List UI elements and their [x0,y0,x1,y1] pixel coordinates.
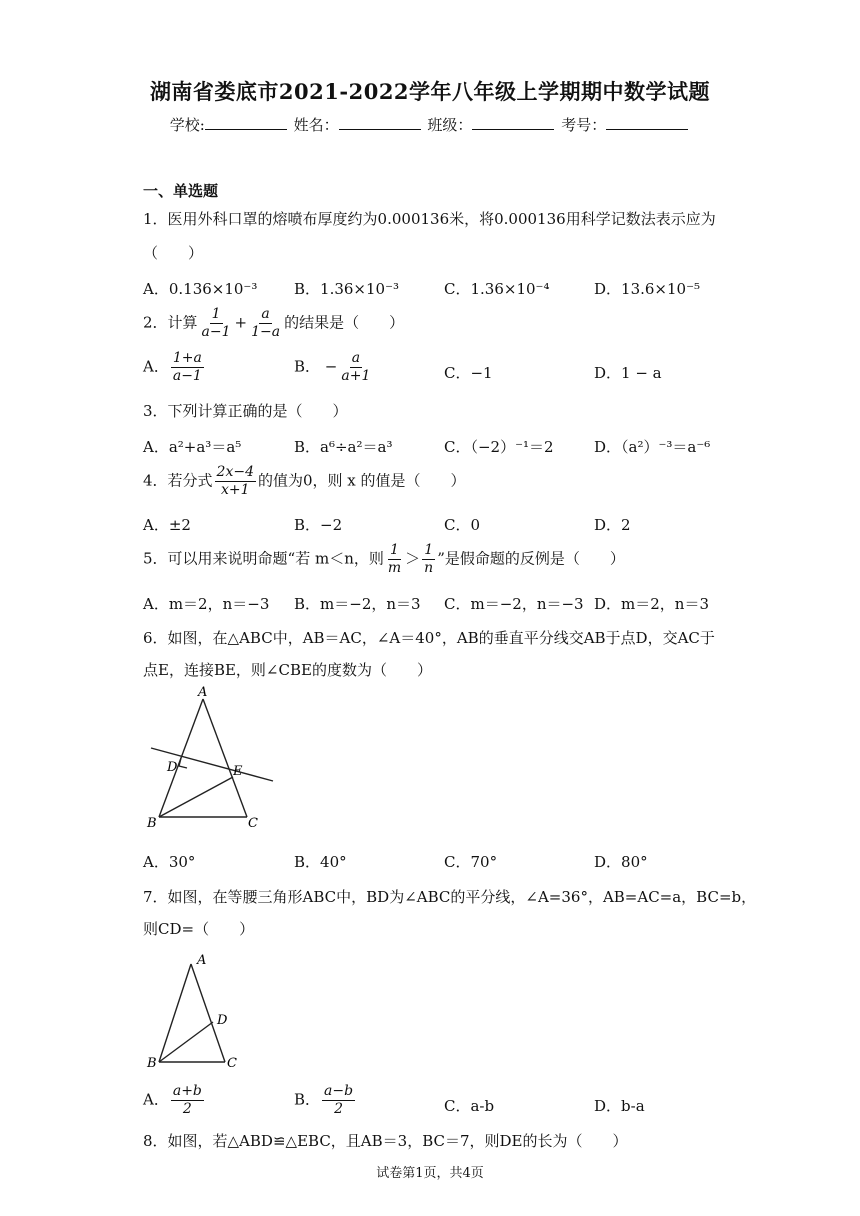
q6-label-e: E [233,764,243,779]
q4-option-d: D．2 [594,516,631,534]
q5-fraction-1: $\frac{1}{m}$ [387,542,402,576]
q1-option-b: B．1.36×10⁻³ [294,280,400,298]
q7-option-d: D．b-a [594,1097,645,1115]
school-label: 学校: [169,116,205,134]
q6-label-b: B [147,816,157,830]
section-heading: 一、单选题 [143,182,219,200]
q1-option-c: C．1.36×10⁻⁴ [444,280,550,298]
q1-stem-line2: （ ） [143,244,204,262]
q4-option-b: B．−2 [294,516,343,534]
q2-pre: 2．计算 [143,313,198,332]
class-blank [472,115,554,130]
q2-stem: 2．计算 $\frac{1}{a-1}$ + $\frac{a}{1-a}$ 的结果是（ ） [143,306,405,340]
q2-option-c: C．−1 [444,364,493,382]
q2-option-a: A． $\frac{1+a}{a-1}$ [143,350,202,384]
q4-stem: 4．若分式 $\frac{2x-4}{x+1}$ 的值为0，则 x 的值是（ ） [143,464,466,498]
exam-title: 湖南省娄底市2021-2022学年八年级上学期期中数学试题 [149,79,711,104]
q5-option-d: D．m＝2，n＝3 [594,595,709,613]
number-blank [606,115,688,130]
student-info-line [0,114,860,135]
q6-label-d: D [167,760,178,775]
q5-option-c: C．m＝−2，n＝−3 [444,595,584,613]
q2-fraction-2: $\frac{a}{1-a}$ [251,306,281,340]
q7-label-b: B [147,1056,157,1071]
q3-option-c: C．（−2）⁻¹＝2 [444,438,554,456]
q1-stem-line1: 1．医用外科口罩的熔喷布厚度约为0.000136米，将0.000136用科学记数法表示应为 [143,210,716,228]
q4-option-c: C．0 [444,516,481,534]
q3-option-a: A．a²+a³＝a⁵ [143,438,242,456]
name-label: 姓名： [293,116,339,134]
q2-fraction-1: $\frac{1}{a-1}$ [201,306,231,340]
q6-option-b: B．40° [294,853,347,871]
q5-option-b: B．m＝−2，n＝3 [294,595,421,613]
q3-option-d: D．（a²）⁻³＝a⁻⁶ [594,438,711,456]
q6-stem-line1: 6．如图，在△ABC中，AB＝AC，∠A＝40°，AB的垂直平分线交AB于点D，交AC于 [143,629,715,647]
class-label: 班级： [427,116,473,134]
q5-option-a: A．m＝2，n＝−3 [143,595,270,613]
q6-option-a: A．30° [143,853,196,871]
q6-stem-line2: 点E，连接BE，则∠CBE的度数为（ ） [143,661,432,679]
q7-label-c: C [227,1056,237,1071]
q3-option-b: B．a⁶÷a²＝a³ [294,438,393,456]
q6-triangle-figure [145,685,275,830]
q6-label-c: C [248,816,258,830]
q1-option-a: A．0.136×10⁻³ [143,280,258,298]
name-blank [339,115,421,130]
school-blank [205,115,287,130]
q3-stem: 3．下列计算正确的是（ ） [143,402,348,420]
q4-option-a: A．±2 [143,516,191,534]
q7-triangle-figure [145,950,245,1072]
q7-option-a: A． $\frac{a+b}{2}$ [143,1083,202,1117]
q2-option-d: D．1 − a [594,364,662,382]
q7-option-c: C．a-b [444,1097,495,1115]
q5-fraction-2: $\frac{1}{n}$ [424,542,434,576]
q6-option-d: D．80° [594,853,648,871]
q6-option-c: C．70° [444,853,498,871]
number-label: 考号： [561,116,607,134]
q6-label-a: A [198,685,208,700]
q2-post: 的结果是（ ） [284,313,405,332]
q1-option-d: D．13.6×10⁻⁵ [594,280,701,298]
q7-label-a: A [197,953,207,968]
q7-stem-line2: 则CD=（ ） [143,920,255,938]
q8-stem: 8．如图，若△ABD≌△EBC，且AB＝3，BC＝7，则DE的长为（ ） [143,1132,628,1150]
q5-stem: 5．可以用来说明命题“若 m＜n，则 $\frac{1}{m}$ ＞ $\frac{1}{n}$ ”是假命题的反例是（ ） [143,542,625,576]
q2-option-b: B． − $\frac{a}{a+1}$ [294,350,371,384]
q7-option-b: B． $\frac{a-b}{2}$ [294,1083,354,1117]
q7-label-d: D [217,1013,228,1028]
page-footer: 试卷第1页，共4页 [376,1166,484,1181]
q4-fraction: $\frac{2x-4}{x+1}$ [216,464,254,498]
q7-stem-line1: 7．如图，在等腰三角形ABC中，BD为∠ABC的平分线，∠A=36°，AB=AC=a，BC=b， [143,888,757,906]
